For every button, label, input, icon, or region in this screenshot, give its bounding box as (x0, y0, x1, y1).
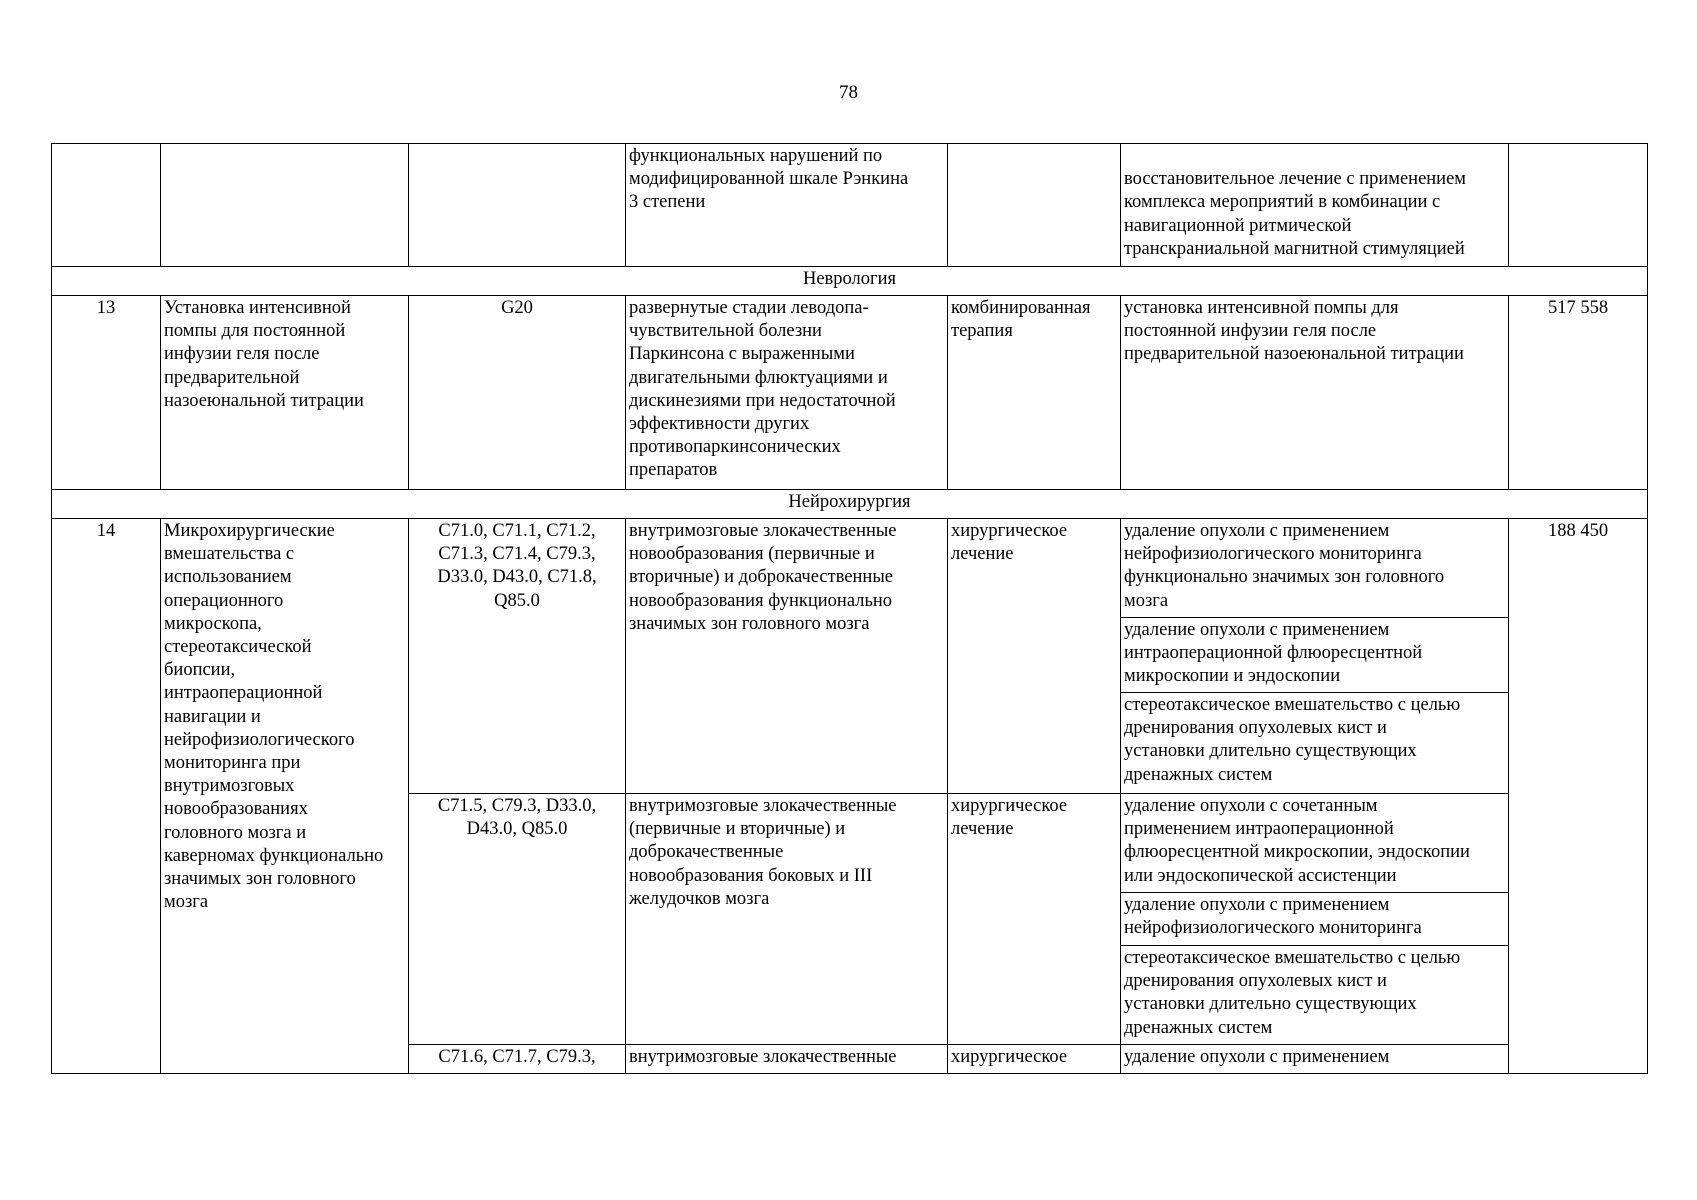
cell-num: 14 (52, 519, 161, 1074)
cell-treatment: хирургическое лечение (948, 794, 1121, 1045)
cell-method: стереотаксическое вмешательство с целью дренирования опухолевых кист и установки длительно существующих дренажных систем (1121, 693, 1509, 794)
cell-name: Установка интенсивной помпы для постоянной инфузии геля после предварительной назоеюнальной титрации (161, 296, 409, 490)
cell-method: установка интенсивной помпы для постоянной инфузии геля после предварительной назоеюнальной титрации (1121, 296, 1509, 490)
cell-treatment (948, 144, 1121, 267)
table-row-14 (52, 519, 1648, 618)
cell-method: удаление опухоли с применением интраоперационной флюоресцентной микроскопии и эндоскопии (1121, 618, 1509, 693)
cell-codes: G20 (409, 296, 626, 490)
table-row-continuation (52, 144, 1648, 267)
cell-model: развернутые стадии леводопа- чувствительной болезни Паркинсона с выраженными двигательными флюктуациями и дискинезиями при недостаточной эффективности других противопаркинсонических препаратов (626, 296, 948, 490)
cell-cost: 188 450 (1509, 519, 1648, 1074)
cell-codes: C71.5, C79.3, D33.0, D43.0, Q85.0 (409, 794, 626, 1045)
cell-cost (1509, 144, 1648, 267)
cell-treatment: комбинированная терапия (948, 296, 1121, 490)
cell-method: восстановительное лечение с применением комплекса мероприятий в комбинации с навигационной ритмической транскраниальной магнитной стимуляцией (1121, 144, 1509, 267)
medical-care-table (51, 143, 1648, 1074)
cell-method: удаление опухоли с сочетанным применением интраоперационной флюоресцентной микроскопии, эндоскопии или эндоскопической ассистенции (1121, 794, 1509, 893)
page-number: 78 (839, 82, 858, 103)
section-row-neurosurgery (52, 490, 1648, 519)
cell-treatment: хирургическое лечение (948, 519, 1121, 794)
section-title: Нейрохирургия (52, 490, 1648, 519)
cell-model: функциональных нарушений по модифицированной шкале Рэнкина 3 степени (626, 144, 948, 267)
cell-model: внутримозговые злокачественные (626, 1045, 948, 1074)
cell-codes (409, 144, 626, 267)
cell-num: 13 (52, 296, 161, 490)
section-title: Неврология (52, 267, 1648, 296)
cell-method: удаление опухоли с применением (1121, 1045, 1509, 1074)
cell-name (161, 144, 409, 267)
cell-method: стереотаксическое вмешательство с целью дренирования опухолевых кист и установки длительно существующих дренажных систем (1121, 946, 1509, 1045)
cell-codes: C71.6, C71.7, C79.3, (409, 1045, 626, 1074)
cell-method: удаление опухоли с применением нейрофизиологического мониторинга (1121, 893, 1509, 946)
cell-model: внутримозговые злокачественные новообразования (первичные и вторичные) и доброкачественные новообразования функционально значимых зон головного мозга (626, 519, 948, 794)
cell-cost: 517 558 (1509, 296, 1648, 490)
cell-method: удаление опухоли с применением нейрофизиологического мониторинга функционально значимых зон головного мозга (1121, 519, 1509, 618)
cell-codes: C71.0, C71.1, C71.2, C71.3, C71.4, C79.3, D33.0, D43.0, C71.8, Q85.0 (409, 519, 626, 794)
cell-name: Микрохирургические вмешательства с использованием операционного микроскопа, стереотаксической биопсии, интраоперационной навигации и нейрофизиологического мониторинга при внутримозговых новообразованиях головного мозга и каверномах функционально значимых зон головного мозга (161, 519, 409, 1074)
cell-treatment: хирургическое (948, 1045, 1121, 1074)
cell-num (52, 144, 161, 267)
cell-model: внутримозговые злокачественные (первичные и вторичные) и доброкачественные новообразования боковых и III желудочков мозга (626, 794, 948, 1045)
table-row-13 (52, 296, 1648, 490)
section-row-neurology (52, 267, 1648, 296)
